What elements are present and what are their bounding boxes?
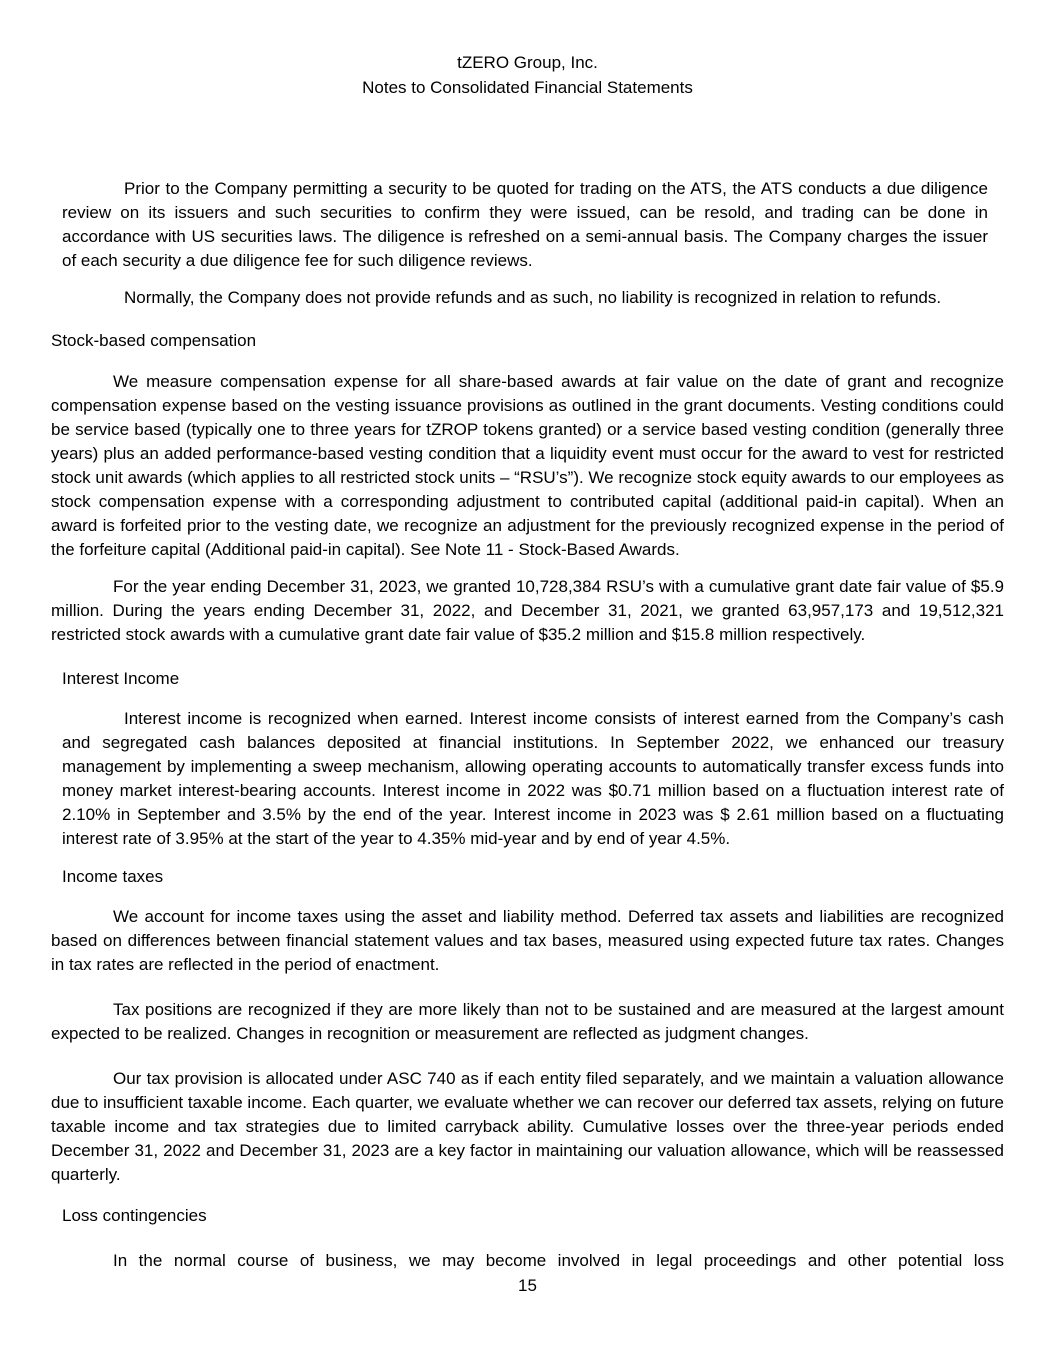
document-title: tZERO Group, Inc. bbox=[457, 53, 598, 72]
paragraph-compensation-expense: We measure compensation expense for all share-based awards at fair value on the date of grant and recognize compensation expense based on the vesting issuance provisions as outlined in the grant documents. Vesting conditions could be service based (typically one to three years for tZROP tokens granted) or a service based vesting condition (generally three years) plus an added performance-based vesting condition that a liquidity event must occur for the award to vest for restricted stock unit awards (which applies to all restricted stock units – “RSU’s”). We recognize stock equity awards to our employees as stock compensation expense with a corresponding adjustment to contributed capital (additional paid-in capital). When an award is forfeited prior to the vesting date, we recognize an adjustment for the previously recognized expense in the period of the forfeiture capital (Additional paid-in capital). See Note 11 - Stock-Based Awards. bbox=[51, 372, 1004, 559]
section-heading-interest-income: Interest Income bbox=[62, 669, 180, 688]
paragraph-tax-provision: Our tax provision is allocated under ASC 740 as if each entity filed separately, and we maintain a valuation allowance due to insufficient taxable income. Each quarter, we evaluate whether we can recover our deferred tax assets, relying on future taxable income and tax strategies due to limited carryback ability. Cumulative losses over the three-year periods ended December 31, 2022 and December 31, 2023 are a key factor in maintaining our valuation allowance, which will be reassessed quarterly. bbox=[51, 1069, 1004, 1184]
section-heading-loss-contingencies: Loss contingencies bbox=[62, 1206, 207, 1225]
section-heading-stock-based-compensation: Stock-based compensation bbox=[51, 331, 257, 350]
section-heading-income-taxes: Income taxes bbox=[62, 867, 164, 886]
paragraph-income-tax-method: We account for income taxes using the asset and liability method. Deferred tax assets and liabilities are recognized based on differences between financial statement values and tax bases, measured using expected future tax rates. Changes in tax rates are reflected in the period of enactment. bbox=[51, 907, 1004, 974]
document-subtitle: Notes to Consolidated Financial Statements bbox=[362, 78, 693, 97]
page-number: 15 bbox=[518, 1276, 537, 1295]
paragraph-rsu-grants: For the year ending December 31, 2023, we granted 10,728,384 RSU’s with a cumulative grant date fair value of $5.9 million. During the years ending December 31, 2022, and December 31, 2021, we granted 63,957,173 and 19,512,321 restricted stock awards with a cumulative grant date fair value of $35.2 million and $15.8 million respectively. bbox=[51, 577, 1004, 644]
paragraph-refunds: Normally, the Company does not provide refunds and as such, no liability is recognized in relation to refunds. bbox=[124, 288, 942, 307]
paragraph-loss-contingencies: In the normal course of business, we may become involved in legal proceedings and other potential loss bbox=[113, 1251, 1004, 1270]
paragraph-due-diligence: Prior to the Company permitting a security to be quoted for trading on the ATS, the ATS conducts a due diligence review on its issuers and such securities to confirm they were issued, can be resold, and trading can be done in accordance with US securities laws. The diligence is refreshed on a semi-annual basis. The Company charges the issuer of each security a due diligence fee for such diligence reviews. bbox=[62, 179, 988, 270]
paragraph-interest-income: Interest income is recognized when earned. Interest income consists of interest earned from the Company’s cash and segregated cash balances deposited at financial institutions. In September 2022, we enhanced our treasury management by implementing a sweep mechanism, allowing operating accounts to automatically transfer excess funds into money market interest-bearing accounts. Interest income in 2022 was $0.71 million based on a fluctuation interest rate of 2.10% in September and 3.5% by the end of the year. Interest income in 2023 was $ 2.61 million based on a fluctuating interest rate of 3.95% at the start of the year to 4.35% mid-year and by end of year 4.5%. bbox=[62, 709, 1004, 848]
paragraph-tax-positions: Tax positions are recognized if they are more likely than not to be sustained and are measured at the largest amount expected to be realized. Changes in recognition or measurement are reflected as judgment changes. bbox=[51, 1000, 1004, 1043]
document-header bbox=[51, 50, 1004, 100]
